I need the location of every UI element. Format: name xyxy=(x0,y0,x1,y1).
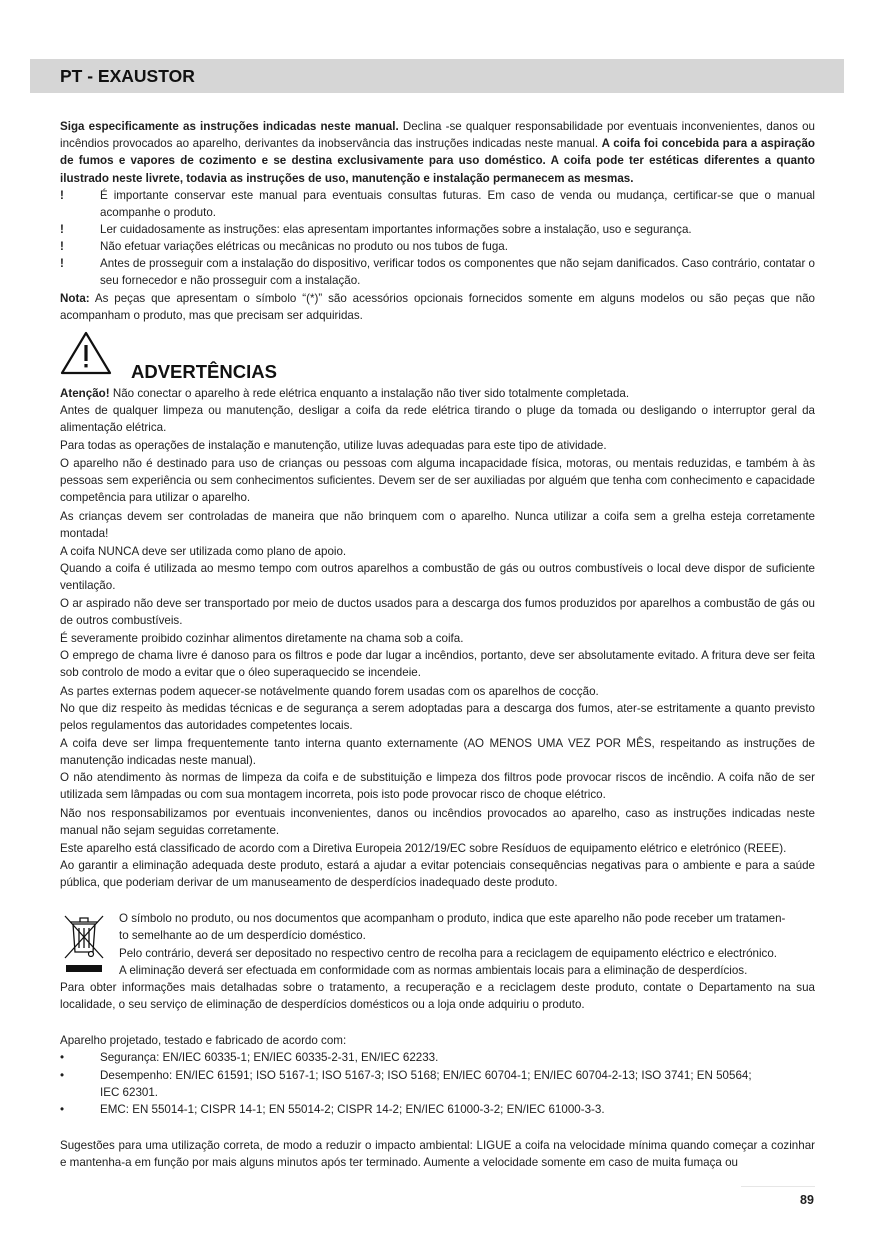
warning-paragraph: O emprego de chama livre é danoso para os filtros e pode dar lugar a incêndios, portanto, deve ser absolutamente evitado. A fritura deve ser feita sob controlo de modo a evitar que o óleo superaquecido se incendeie. xyxy=(60,649,815,680)
warning-paragraph: Antes de qualquer limpeza ou manutenção, desligar a coifa da rede elétrica tirando o pluge da tomada ou desligando o interruptor geral da alimentação elétrica. xyxy=(60,404,815,435)
weee-line: Pelo contrário, deverá ser depositado no respectivo centro de recolha para a reciclagem de equipamento eléctrico e electrónico. xyxy=(119,947,778,960)
warning-paragraph: No que diz respeito às medidas técnicas e de segurança a serem adoptadas para a descarga dos fumos, ater-se estritamente a quanto previsto pelos regulamentos das autoridades competentes locais. xyxy=(60,702,815,733)
intro-text: Declina -se qualquer responsabilidade por eventuais inconvenientes, danos ou incêndios provocados ao aparelho, derivantes da inobservância das instruções indicadas neste manual. xyxy=(60,120,815,151)
warning-paragraph: A coifa NUNCA deve ser utilizada como plano de apoio. xyxy=(60,545,347,558)
exclaim-text: Antes de prosseguir com a instalação do dispositivo, verificar todos os componentes que não sejam danificados. Caso contrário, contatar o seu fornecedor e não prosseguir com a instalação. xyxy=(100,257,815,288)
warnings-title: ADVERTÊNCIAS xyxy=(131,361,277,382)
weee-line: A eliminação deverá ser efectuada em conformidade com as normas ambientais locais para a eliminação de desperdícios. xyxy=(119,964,748,977)
page-number: 89 xyxy=(800,1193,814,1207)
attention-label: Atenção! xyxy=(60,387,110,400)
exclaim-text: É importante conservar este manual para eventuais consultas futuras. Em caso de venda ou mudança, certificar-se que o manual acompanhe o produto. xyxy=(100,189,815,220)
compliance-text: Segurança: EN/IEC 60335-1; EN/IEC 60335-2-31, EN/IEC 62233. xyxy=(100,1051,439,1064)
footer-divider xyxy=(741,1186,815,1187)
exclaim-mark: ! xyxy=(60,257,64,270)
bullet-mark: • xyxy=(60,1103,65,1116)
exclaim-mark: ! xyxy=(60,240,64,253)
attention-text: Não conectar o aparelho à rede elétrica enquanto a instalação não tiver sido totalmente completada. xyxy=(109,387,630,400)
warning-paragraph: Para todas as operações de instalação e manutenção, utilize luvas adequadas para este tipo de atividade. xyxy=(60,439,607,452)
exclaim-mark: ! xyxy=(60,189,64,202)
warning-paragraph: Quando a coifa é utilizada ao mesmo tempo com outros aparelhos a combustão de gás ou outros combustíveis o local deve dispor de suficiente ventilação. xyxy=(60,562,815,593)
crossed-bin-icon xyxy=(62,912,106,974)
compliance-text: Desempenho: EN/IEC 61591; ISO 5167-1; ISO 5167-3; ISO 5168; EN/IEC 60704-1; EN/IEC 60704-2-13; ISO 3741; EN 50564; xyxy=(100,1069,752,1082)
compliance-intro: Aparelho projetado, testado e fabricado de acordo com: xyxy=(60,1034,347,1047)
intro-paragraph xyxy=(60,118,815,187)
weee-line: to semelhante ao de um desperdício doméstico. xyxy=(119,929,366,942)
warning-paragraph: Este aparelho está classificado de acordo com a Diretiva Europeia 2012/19/EC sobre Resíduos de equipamento elétrico e eletrónico (REEE). xyxy=(60,842,787,855)
warning-paragraph: É severamente proibido cozinhar alimentos diretamente na chama sob a coifa. xyxy=(60,632,464,645)
intro-bold-end: A coifa foi concebida para a aspiração de fumos e vapores de cozimento e se destina exclusivamente para uso doméstico. A coifa pode ter estéticas diferentes a quanto ilustrado neste livrete, todavia as instruções de uso, manutenção e instalação permanecem as mesmas. xyxy=(60,137,815,185)
warning-triangle-icon xyxy=(60,331,112,375)
compliance-text: EMC: EN 55014-1; CISPR 14-1; EN 55014-2; CISPR 14-2; EN/IEC 61000-3-2; EN/IEC 61000-3-3. xyxy=(100,1103,605,1116)
attention-paragraph xyxy=(60,385,815,402)
warning-paragraph: Ao garantir a eliminação adequada deste produto, estará a ajudar a evitar potenciais consequências negativas para o ambiente e para a saúde pública, que poderiam derivar de um manuseamento de desperdícios inadequado deste produto. xyxy=(60,859,815,890)
bullet-mark: • xyxy=(60,1051,65,1064)
warning-paragraph: As crianças devem ser controladas de maneira que não brinquem com o aparelho. Nunca utilizar a coifa sem a grelha esteja corretamente montada! xyxy=(60,510,815,541)
note-paragraph xyxy=(60,290,815,324)
suggestions-paragraph: Sugestões para uma utilização correta, de modo a reduzir o impacto ambiental: LIGUE a coifa na velocidade mínima quando começar a cozinhar e mantenha-a em função por mais alguns minutos após ter terminado. Aumente a velocidade somente em caso de muita fumaça ou xyxy=(60,1139,815,1170)
warning-paragraph: O não atendimento às normas de limpeza da coifa e de substituição e limpeza dos filtros pode provocar riscos de incêndio. A coifa não de ser utilizada sem lâmpadas ou com sua montagem incorreta, pois isto pode provocar risco de choque elétrico. xyxy=(60,771,815,802)
intro-bold-start: Siga especificamente as instruções indicadas neste manual. xyxy=(60,120,399,133)
note-label: Nota: xyxy=(60,292,90,305)
note-text: As peças que apresentam o símbolo “(*)” são acessórios opcionais fornecidos somente em alguns modelos ou são peças que não acompanham o produto, mas que precisam ser adquiridas. xyxy=(60,292,815,323)
page-title: PT - EXAUSTOR xyxy=(60,66,195,86)
warning-paragraph: O ar aspirado não deve ser transportado por meio de ductos usados para a descarga dos fumos produzidos por aparelhos a combustão de gás ou de outros combustíveis. xyxy=(60,597,815,628)
compliance-text: IEC 62301. xyxy=(100,1086,159,1099)
warning-paragraph: A coifa deve ser limpa frequentemente tanto interna quanto externamente (AO MENOS UMA VEZ POR MÊS, respeitando as instruções de manutenção indicadas neste manual). xyxy=(60,737,815,768)
warning-paragraph: As partes externas podem aquecer-se notávelmente quando forem usadas com os aparelhos de cocção. xyxy=(60,685,599,698)
warning-paragraph: O aparelho não é destinado para uso de crianças ou pessoas com alguma incapacidade física, motoras, ou mentais reduzidas, e também à às pessoas sem experiência ou sem conhecimentos suficientes. Devem ser de ser auxiliadas por alguém que tenha com conhecimento e capacidade competência para utilizar o aparelho. xyxy=(60,457,815,505)
exclaim-mark: ! xyxy=(60,223,64,236)
weee-line: O símbolo no produto, ou nos documentos que acompanham o produto, indica que este aparelho não pode receber um tratamen- xyxy=(119,912,786,925)
exclaim-text: Não efetuar variações elétricas ou mecânicas no produto ou nos tubos de fuga. xyxy=(100,240,508,253)
exclaim-text: Ler cuidadosamente as instruções: elas apresentam importantes informações sobre a instalação, uso e segurança. xyxy=(100,223,692,236)
warning-paragraph: Não nos responsabilizamos por eventuais inconvenientes, danos ou incêndios provocados ao aparelho, caso as instruções indicadas neste manual não sejam seguidas corretamente. xyxy=(60,807,815,838)
weee-paragraph: Para obter informações mais detalhadas sobre o tratamento, a recuperação e a reciclagem deste produto, contate o Departamento na sua localidade, o seu serviço de eliminação de desperdícios domésticos ou a loja onde adquiriu o produto. xyxy=(60,981,815,1012)
bullet-mark: • xyxy=(60,1069,65,1082)
